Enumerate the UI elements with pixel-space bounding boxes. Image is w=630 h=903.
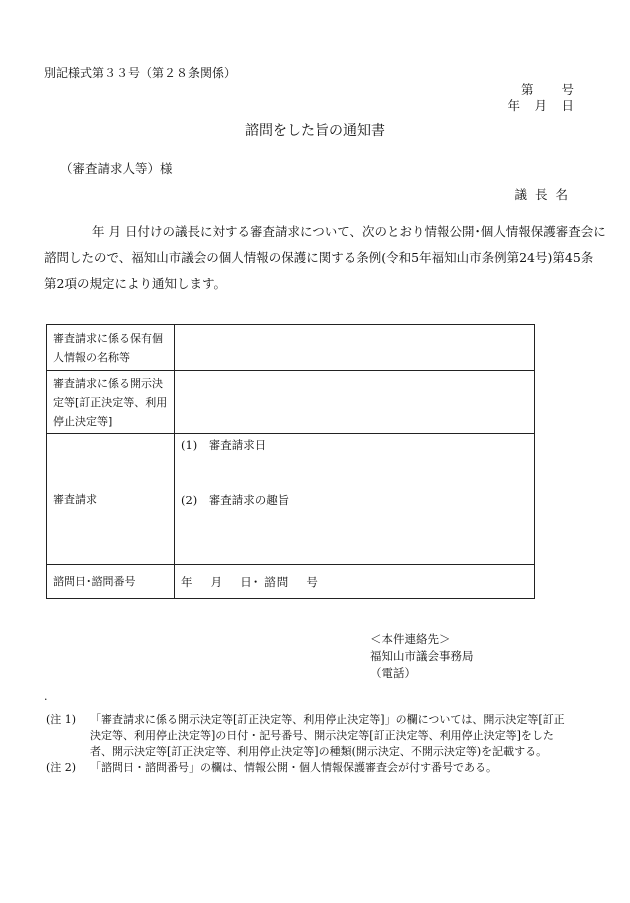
disclosure-decision-label: 審査請求に係る開示決定等[訂正決定等、利用停止決定等] <box>47 371 175 434</box>
contact-office: 福知山市議会事務局 <box>370 649 474 663</box>
request-label: 審査請求 <box>47 434 175 565</box>
note-1-body <box>90 712 586 760</box>
personal-info-name-value <box>175 325 535 371</box>
personal-info-name-label: 審査請求に係る保有個人情報の名称等 <box>47 325 175 371</box>
body-line-1: 年 月 日付けの議長に対する審査請求について、次のとおり情報公開･個人情報保護審査会に <box>92 224 606 239</box>
body-line-2: 諮問したので、福知山市議会の個人情報の保護に関する条例(令和5年福知山市条例第24号)第45条 <box>44 250 594 265</box>
document-date-line: 年 月 日 <box>507 98 575 113</box>
contact-heading: ＜本件連絡先＞ <box>370 632 451 646</box>
note-2-body <box>90 760 586 776</box>
note-1 <box>46 712 586 760</box>
table-row <box>47 434 535 565</box>
referral-date-label: 諮問日･諮問番号 <box>47 565 175 599</box>
document-number-line: 第 号 <box>520 82 575 97</box>
note-1-line-3: 者、開示決定等[訂正決定等、利用停止決定等]の種類(開示決定、不開示決定等)を記載する。 <box>90 745 548 758</box>
referral-date-value: 年 月 日･ 諮問 号 <box>175 565 535 599</box>
table-row <box>47 565 535 599</box>
note-2-line-1: 「諮問日・諮問番号」の欄は、情報公開・個人情報保護審査会が付す番号である。 <box>90 761 497 774</box>
note-1-key: (注 1) <box>46 713 77 726</box>
notes <box>46 712 586 776</box>
note-2 <box>46 760 586 776</box>
request-info-table <box>46 324 535 599</box>
note-1-line-1: 「審査請求に係る開示決定等[訂正決定等、利用停止決定等]」の欄については、開示決定等[訂正 <box>90 713 565 726</box>
sender-name: 議 長 名 <box>514 187 570 202</box>
page-title: 諮問をした旨の通知書 <box>245 123 385 139</box>
note-1-line-2: 決定等、利用停止決定等]の日付・記号番号、開示決定等[訂正決定等、利用停止決定等]をした <box>90 729 554 742</box>
addressee: （審査請求人等）様 <box>60 161 173 176</box>
request-purpose-item: (2) 審査請求の趣旨 <box>181 493 290 507</box>
notice-body <box>44 219 606 297</box>
table-row <box>47 325 535 371</box>
table-row <box>47 371 535 434</box>
request-date-item: (1) 審査請求日 <box>181 438 267 452</box>
contact-block <box>370 631 474 682</box>
contact-phone: （電話） <box>370 666 416 680</box>
disclosure-decision-value <box>175 371 535 434</box>
stray-mark: . <box>44 690 48 703</box>
form-number: 別記様式第３３号（第２８条関係） <box>44 66 237 80</box>
request-value <box>175 434 535 565</box>
body-line-3: 第2項の規定により通知します。 <box>44 276 226 291</box>
note-2-key: (注 2) <box>46 761 77 774</box>
